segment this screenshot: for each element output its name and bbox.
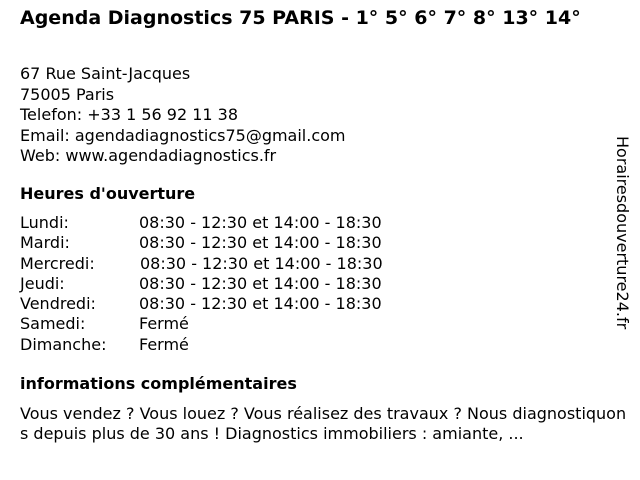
hours-row [20, 274, 440, 294]
page-title: Agenda Diagnostics 75 PARIS - 1° 5° 6° 7° 8° 13° 14° [20, 7, 581, 29]
day-label: Dimanche: [20, 334, 107, 354]
time-value: 08:30 - 12:30 et 14:00 - 18:30 [139, 233, 382, 253]
hours-row [20, 254, 440, 274]
web-line[interactable]: Web: www.agendadiagnostics.fr [20, 146, 277, 165]
watermark: Horairesdouverture24.fr [613, 136, 632, 330]
contact-block [20, 64, 346, 167]
day-label: Mardi: [20, 233, 70, 253]
address-city: 75005 Paris [20, 84, 115, 104]
time-value: 08:30 - 12:30 et 14:00 - 18:30 [139, 213, 382, 232]
hours-row [20, 314, 440, 334]
day-label: Vendredi: [20, 294, 96, 314]
time-value: Fermé [139, 314, 189, 334]
day-label: Jeudi: [20, 273, 65, 293]
description-text: Vous vendez ? Vous louez ? Vous réalisez des travaux ? Nous diagnostiquons depuis plus de 30 ans ! Diagnostics immobiliers : amiante, ... [20, 404, 627, 443]
day-label: Lundi: [20, 213, 69, 232]
phone-line[interactable]: Telefon: +33 1 56 92 11 38 [20, 105, 239, 124]
time-value: 08:30 - 12:30 et 14:00 - 18:30 [139, 273, 382, 293]
email-line[interactable]: Email: agendadiagnostics75@gmail.com [20, 125, 346, 145]
hours-row [20, 294, 440, 314]
hours-table [20, 213, 440, 355]
time-value: Fermé [139, 334, 189, 354]
time-value: 08:30 - 12:30 et 14:00 - 18:30 [140, 253, 383, 273]
hours-row [20, 233, 440, 253]
info-heading: informations complémentaires [20, 374, 297, 393]
hours-row [20, 335, 440, 355]
time-value: 08:30 - 12:30 et 14:00 - 18:30 [139, 294, 382, 314]
day-label: Mercredi: [20, 253, 95, 273]
hours-row [20, 213, 440, 233]
address-street: 67 Rue Saint-Jacques [20, 64, 191, 83]
day-label: Samedi: [20, 314, 86, 334]
hours-heading: Heures d'ouverture [20, 184, 196, 203]
